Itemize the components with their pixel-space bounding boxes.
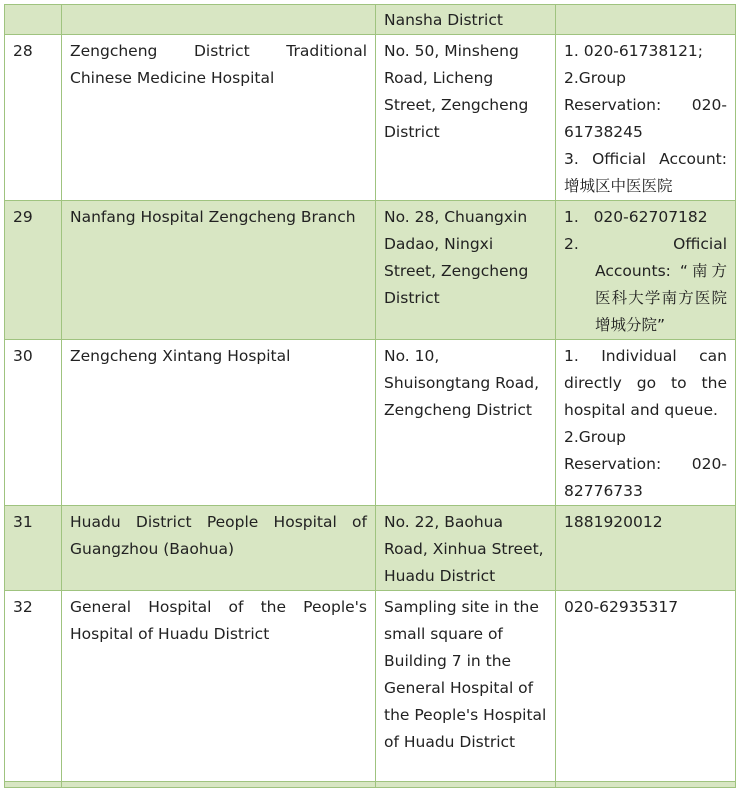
hospital-name [62, 5, 376, 35]
contact-line: 2.Group Reservation: 020-61738245 [564, 69, 727, 141]
table-row [5, 591, 736, 782]
hospital-name: Huadu District People Hospital of Guangzhou (Baohua) [62, 506, 376, 591]
row-number: 31 [5, 506, 62, 591]
table-row [5, 5, 736, 35]
hospital-table-container [4, 4, 735, 788]
hospital-contact [556, 35, 736, 201]
hospital-address: Nansha District [376, 5, 556, 35]
hospital-name: Zengcheng District Traditional Chinese Medicine Hospital [62, 35, 376, 201]
contact-line: 1. 020-61738121; [564, 42, 704, 60]
hospital-name: Nanfang Hospital Zengcheng Branch [62, 201, 376, 340]
hospital-address: No. 22, Baohua Road, Xinhua Street, Huadu District [376, 506, 556, 591]
row-number: 30 [5, 340, 62, 506]
contact-line: 3. Official Account: 增城区中医医院 [564, 150, 727, 195]
hospital-contact [556, 591, 736, 782]
hospital-contact [556, 201, 736, 340]
row-number: 29 [5, 201, 62, 340]
hospital-address: No. 28, Chuangxin Dadao, Ningxi Street, Zengcheng District [376, 201, 556, 340]
hospital-address: Sampling site in the small square of Building 7 in the General Hospital of the People's Hospital of Huadu District [376, 591, 556, 782]
hospital-name: General Hospital of the People's Hospital of Huadu District [62, 591, 376, 782]
table-row [5, 35, 736, 201]
contact-line: 1881920012 [564, 513, 663, 531]
contact-line: 2. Official Accounts: “南方医科大学南方医院增城分院” [564, 235, 727, 334]
hospital-contact [556, 340, 736, 506]
row-number: 32 [5, 591, 62, 782]
hospital-table [4, 4, 736, 788]
contact-line: 1. 020-62707182 [564, 208, 708, 226]
table-row [5, 201, 736, 340]
hospital-address: No. 50, Minsheng Road, Licheng Street, Zengcheng District [376, 35, 556, 201]
hospital-name: Zengcheng Xintang Hospital [62, 340, 376, 506]
hospital-contact [556, 5, 736, 35]
row-number [5, 5, 62, 35]
hospital-contact [556, 506, 736, 591]
contact-line: 2.Group Reservation: 020-82776733 [564, 428, 727, 500]
row-number: 28 [5, 35, 62, 201]
table-row [5, 506, 736, 591]
table-row [5, 340, 736, 506]
contact-line: 1. Individual can directly go to the hospital and queue. [564, 347, 727, 419]
table-row [5, 782, 736, 788]
contact-line: 020-62935317 [564, 598, 679, 616]
hospital-address: No. 10, Shuisongtang Road, Zengcheng District [376, 340, 556, 506]
